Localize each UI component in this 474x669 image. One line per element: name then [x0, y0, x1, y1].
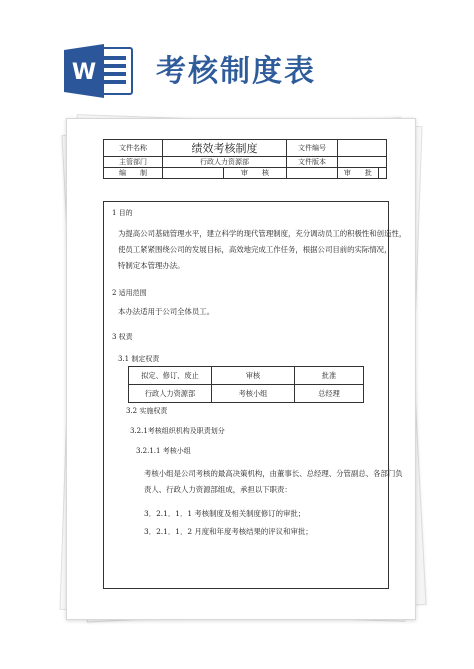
version-label: 文件版本	[287, 157, 338, 168]
section-2-heading: 2 适用范围	[112, 289, 147, 297]
document-body	[103, 201, 407, 589]
duty-line-2: 3．2.1．1．2 月度和年度考核结果的评议和审批；	[144, 527, 313, 536]
section-3-2-heading: 3.2 实施权责	[126, 407, 168, 415]
file-no-value	[338, 140, 387, 157]
page-title: 考核制度表	[156, 54, 316, 89]
file-name-value: 绩效考核制度	[163, 140, 287, 157]
word-logo-icon	[62, 42, 134, 100]
review-label: 审 核	[224, 168, 287, 179]
dept-label: 主管部门	[104, 157, 163, 168]
section-3-2-1-1-heading: 3.2.1.1 考核小组	[136, 447, 191, 455]
approve-value	[378, 168, 386, 179]
compile-value	[163, 168, 224, 179]
document-header-table	[103, 139, 387, 179]
authority-data-row	[129, 385, 364, 403]
section-1-line-1: 为提高公司基础管理水平，建立科学的现代管理制度，充分调动员工的积极性和创造性，	[118, 229, 407, 238]
dept-value: 行政人力资源部	[163, 157, 287, 168]
authority-table	[128, 366, 364, 403]
review-value	[287, 168, 338, 179]
authority-cell: 行政人力资源部	[129, 385, 212, 403]
authority-header-cell: 拟定、修订、废止	[129, 367, 212, 385]
file-no-label: 文件编号	[287, 140, 338, 157]
authority-header-cell: 审核	[212, 367, 295, 385]
document-page	[66, 118, 416, 620]
approve-label: 审 批	[338, 168, 379, 179]
section-1-line-2: 使员工紧紧围绕公司的发展目标，高效地完成工作任务，根据公司目前的实际情况，	[118, 245, 392, 254]
file-name-label: 文件名称	[104, 140, 163, 157]
section-1-line-3: 特制定本管理办法。	[118, 261, 185, 270]
group-line-2: 责人、行政人力资源部组成，承担以下职责：	[144, 485, 292, 494]
section-3-1-heading: 3.1 制定权责	[118, 355, 160, 363]
logo-letter: W	[71, 60, 97, 85]
header-banner	[0, 0, 474, 110]
version-value	[338, 157, 387, 168]
compile-label: 编 制	[104, 168, 163, 179]
section-3-2-1-heading: 3.2.1考核组织机构及职责划分	[130, 427, 225, 435]
authority-cell: 考核小组	[212, 385, 295, 403]
authority-header-cell: 批准	[295, 367, 364, 385]
duty-line-1: 3．2.1．1．1 考核制度及相关制度修订的审批；	[144, 509, 306, 518]
group-line-1: 考核小组是公司考核的最高决策机构，由董事长、总经理、分管副总、各部门负	[144, 469, 403, 478]
section-1-heading: 1 目的	[112, 209, 133, 217]
section-2-text: 本办法适用于公司全体员工。	[118, 307, 215, 316]
section-3-heading: 3 权责	[112, 333, 133, 341]
authority-header-row	[129, 367, 364, 385]
authority-cell: 总经理	[295, 385, 364, 403]
